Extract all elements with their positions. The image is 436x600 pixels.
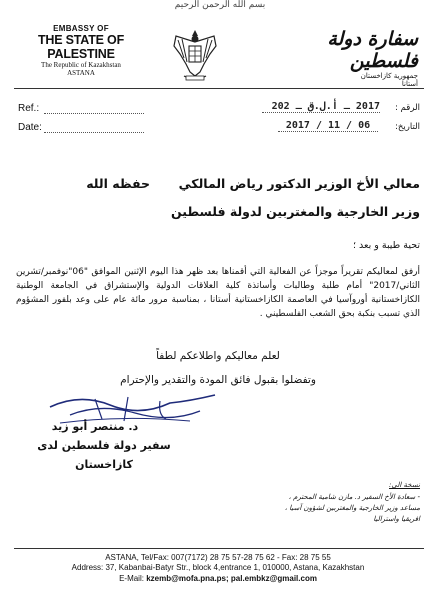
- english-letterhead: [16, 24, 146, 77]
- ref-label: Ref.:: [18, 103, 40, 114]
- closing-line2: وتفضلوا بقبول فائق المودة والتقدير والإحترام: [120, 374, 316, 386]
- copies-heading: نسخة الى:: [389, 481, 420, 489]
- city-label: ASTANA: [67, 69, 95, 77]
- addressee-line2: وزير الخارجية والمغتربين لدولة فلسطين: [170, 204, 420, 219]
- arabic-republic-label: جمهورية كازاخستان: [360, 72, 418, 80]
- signatory-title: سفير دولة فلسطين لدى كازاخستان: [37, 439, 171, 471]
- addressee-honorific: حفظه الله: [86, 176, 150, 191]
- addressee-line1: معالي الأخ الوزير الدكتور رياض المالكي: [178, 176, 420, 191]
- copies-line2: مساعد وزير الخارجية والمغتربين لشؤون آسيا ،: [284, 504, 420, 512]
- header-divider: [14, 88, 424, 89]
- copies-line3: افريقيا واستراليا: [373, 515, 420, 523]
- copies-line1: - سعادة الأخ السفير د. مازن شامية المحترم ،: [288, 493, 420, 501]
- footer-phone-line: ASTANA, Tel/Fax: 007(7172) 28 75 57-28 75 62 - Fax: 28 75 55: [105, 553, 331, 562]
- footer: [0, 553, 436, 584]
- signatory-name: د. منتصر أبو زيد: [51, 420, 139, 433]
- letter-body: أرفق لمعاليكم تقريراً موجزاً عن الفعالية التي أقمناها بعد ظهر هذا اليوم الإثنين الموافق "06"نوفمبر/تشرين الثاني/2017" أمام طلبة وطالبات وأساتذة كلية العلاقات الدولية والإستشراق في الجامعة الوطنية الكازاخستانية أوروآسيا في العاصمة الكازاخستانية أستانا ، بمناسبة مرور مائة عام على وعد بلفور المشؤوم الذي تسبب بنكبة بحق الشعب الفلسطيني .: [16, 267, 420, 319]
- greeting: تحية طيبة و بعد ؛: [352, 240, 420, 251]
- date-label: Date:: [18, 122, 42, 133]
- basmala: بسم الله الرحمن الرحيم: [174, 0, 266, 10]
- arabic-ref-label: الرقم :: [395, 103, 420, 113]
- arabic-date-value: 2017 / 11 / 06: [278, 120, 378, 132]
- footer-divider: [14, 548, 424, 549]
- closing-line1: لعلم معاليكم واطلاعكم لطفاً: [156, 350, 280, 362]
- state-of-palestine-label: THE STATE OF PALESTINE: [37, 33, 125, 61]
- embassy-of-label: EMBASSY OF: [53, 24, 109, 33]
- date-dotted-line: [44, 122, 144, 133]
- arabic-city-label: أستانا: [401, 80, 418, 88]
- arabic-embassy-title: سفارة دولة فلسطين: [327, 28, 418, 72]
- footer-email-link[interactable]: kzemb@mofa.pna.ps; pal.embkz@gmail.com: [146, 573, 317, 583]
- footer-email-line: [0, 574, 436, 584]
- arabic-date-label: التاريخ:: [395, 122, 420, 132]
- arabic-letterhead: [258, 28, 418, 88]
- footer-address-line: Address: 37, Kabanbai-Batyr Str., block 4,entrance 1, 010000, Astana, Kazakhstan: [71, 563, 365, 573]
- ref-dotted-line: [44, 103, 144, 114]
- eagle-emblem-icon: [170, 24, 220, 84]
- arabic-ref-value: 2017 ـ أ.ل.ق ـ 202: [262, 101, 380, 113]
- republic-label: The Republic of Kazakhstan: [41, 61, 121, 69]
- footer-email-label: E-Mail:: [119, 573, 144, 583]
